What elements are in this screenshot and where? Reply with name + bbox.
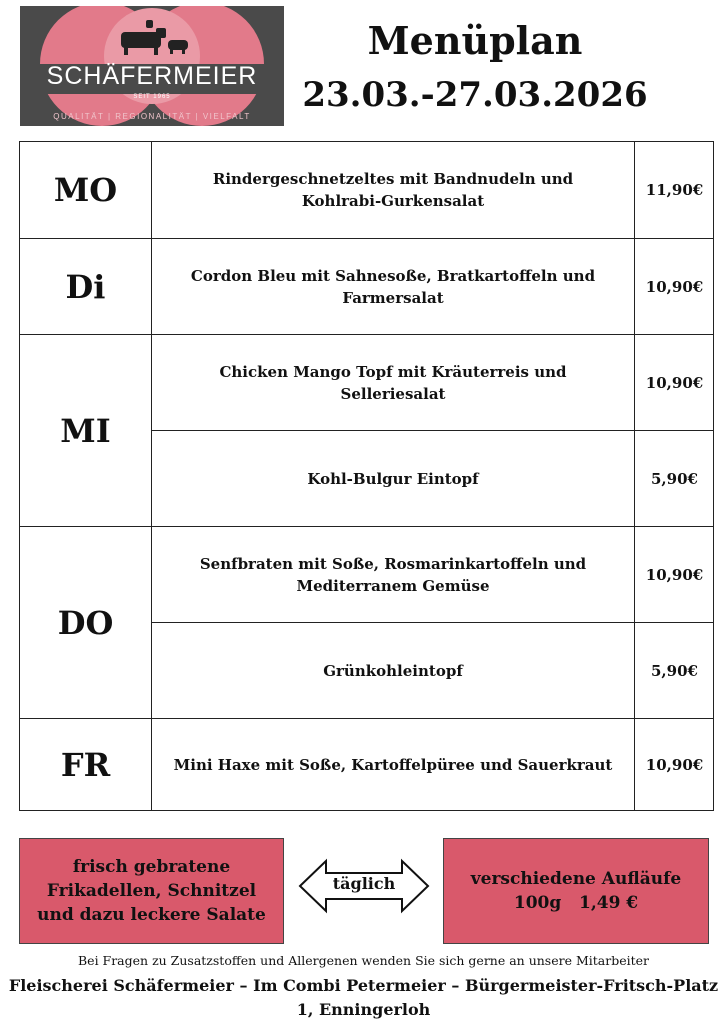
dish-do-1: Senfbraten mit Soße, Rosmarinkartoffeln und Mediterranem Gemüse bbox=[199, 554, 587, 595]
dish-fr: Mini Haxe mit Soße, Kartoffelpüree und Sauerkraut bbox=[173, 755, 613, 774]
footer-address bbox=[0, 974, 727, 1022]
price-do-1: 10,90€ bbox=[634, 527, 714, 622]
daily-offer-right-line2: 100g 1,49 € bbox=[513, 893, 639, 913]
daily-offer-right-line1: verschiedene Aufläufe bbox=[470, 869, 682, 889]
footer-address-text: Fleischerei Schäfermeier – Im Combi Petermeier – Bürgermeister-Fritsch-Platz 1, Enningerloh bbox=[8, 976, 719, 1019]
page-title: Menüplan bbox=[367, 18, 583, 63]
price-mo: 11,90€ bbox=[634, 142, 714, 238]
price-di: 10,90€ bbox=[634, 239, 714, 334]
date-range: 23.03.-27.03.2026 bbox=[302, 75, 648, 115]
logo-since: SEIT 1965 bbox=[133, 94, 171, 100]
day-label-di: Di bbox=[20, 239, 152, 334]
day-label-fr: FR bbox=[20, 719, 152, 810]
daily-offer-right bbox=[443, 838, 709, 944]
logo bbox=[20, 6, 284, 126]
price-fr: 10,90€ bbox=[634, 719, 714, 810]
day-label-mi: MI bbox=[20, 335, 152, 526]
price-do-2: 5,90€ bbox=[634, 623, 714, 718]
daily-offer-left bbox=[19, 838, 284, 944]
logo-brand: SCHÄFERMEIER bbox=[46, 62, 258, 90]
daily-offer-left-text: frisch gebratene Frikadellen, Schnitzel und dazu leckere Salate bbox=[37, 857, 266, 925]
allergen-note: Bei Fragen zu Zusatzstoffen und Allergenen wenden Sie sich gerne an unsere Mitarbeiter bbox=[77, 953, 650, 968]
menu-table bbox=[19, 141, 714, 811]
dish-di: Cordon Bleu mit Sahnesoße, Bratkartoffeln und Farmersalat bbox=[190, 266, 596, 307]
dish-mi-2: Kohl-Bulgur Eintopf bbox=[307, 469, 479, 488]
price-mi-2: 5,90€ bbox=[634, 431, 714, 526]
dish-do-2: Grünkohleintopf bbox=[323, 661, 463, 680]
dish-mi-1: Chicken Mango Topf mit Kräuterreis und Selleriesalat bbox=[219, 362, 567, 403]
day-label-mo: MO bbox=[20, 142, 152, 238]
price-mi-1: 10,90€ bbox=[634, 335, 714, 430]
daily-label: täglich bbox=[332, 874, 396, 893]
day-label-do: DO bbox=[20, 527, 152, 718]
logo-tagline: QUALITÄT | REGIONALITÄT | VIELFALT bbox=[53, 112, 251, 121]
dish-mo: Rindergeschnetzeltes mit Bandnudeln und Kohlrabi-Gurkensalat bbox=[212, 170, 574, 210]
